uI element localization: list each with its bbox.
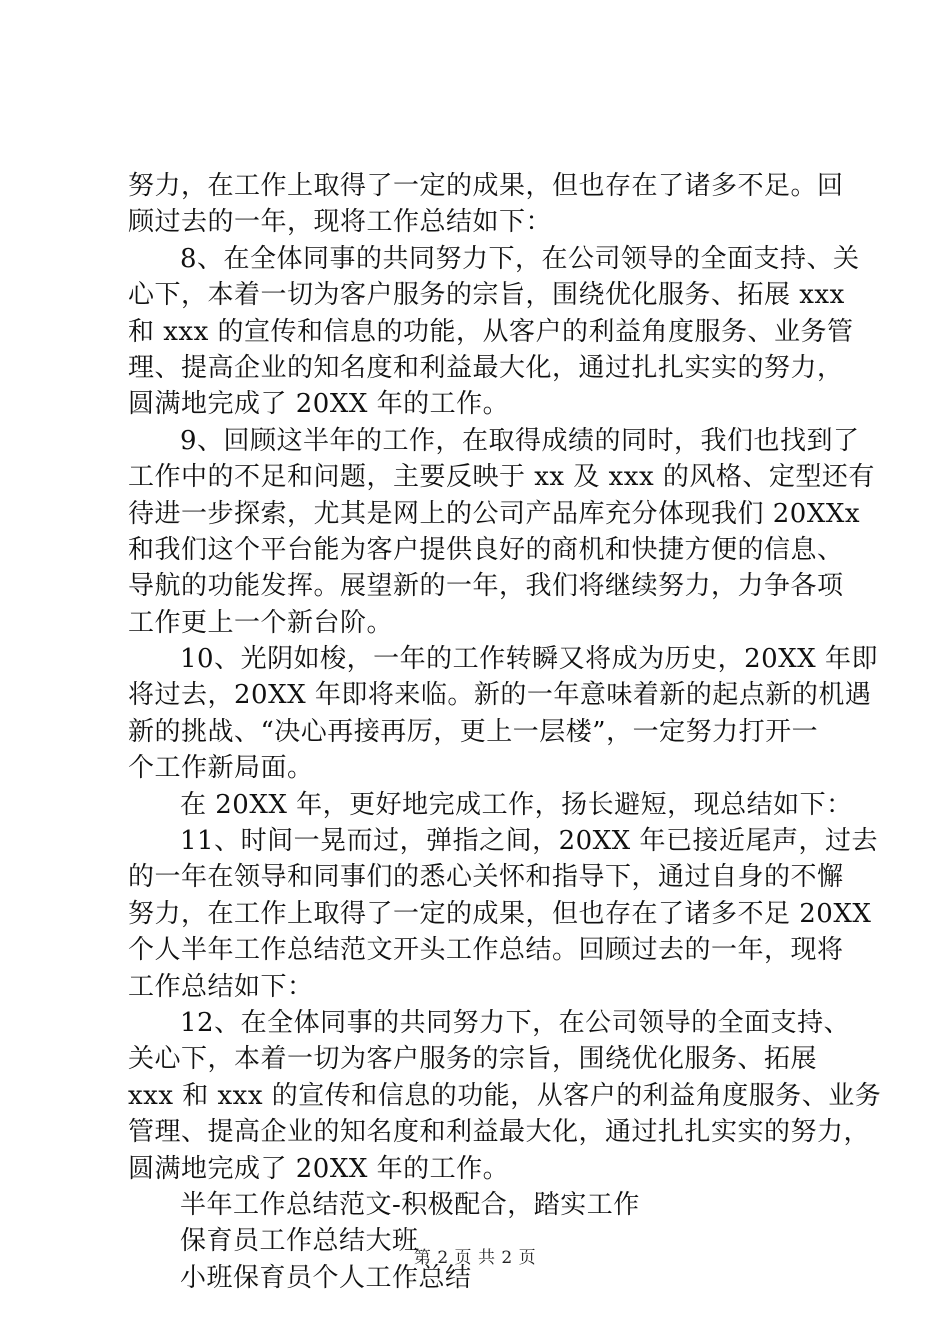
text-line: 11、时间一晃而过，弹指之间，20XX 年已接近尾声，过去 xyxy=(180,826,878,857)
text-line: xxx 和 xxx 的宣传和信息的功能，从客户的利益角度服务、业务 xyxy=(128,1080,882,1111)
text-line: 导航的功能发挥。展望新的一年，我们将继续努力，力争各项 xyxy=(128,571,844,602)
text-line: 8、在全体同事的共同努力下，在公司领导的全面支持、关 xyxy=(180,243,860,274)
text-line: 和 xxx 的宣传和信息的功能，从客户的利益角度服务、业务管 xyxy=(128,316,854,347)
text-line: 圆满地完成了 20XX 年的工作。 xyxy=(128,1153,510,1184)
text-line: 半年工作总结范文-积极配合，踏实工作 xyxy=(180,1189,640,1220)
text-line: 努力，在工作上取得了一定的成果，但也存在了诸多不足。回 xyxy=(128,171,844,201)
text-line: 和我们这个平台能为客户提供良好的商机和快捷方便的信息、 xyxy=(128,534,844,565)
text-line: 工作更上一个新台阶。 xyxy=(128,607,394,638)
text-line: 将过去，20XX 年即将来临。新的一年意味着新的起点新的机遇 xyxy=(128,680,872,711)
text-line: 理、提高企业的知名度和利益最大化，通过扎扎实实的努力， xyxy=(128,352,844,383)
text-line: 努力，在工作上取得了一定的成果，但也存在了诸多不足 20XX xyxy=(128,898,872,929)
text-line: 心下，本着一切为客户服务的宗旨，围绕优化服务、拓展 xxx xyxy=(128,280,845,311)
text-line: 12、在全体同事的共同努力下，在公司领导的全面支持、 xyxy=(180,1007,851,1038)
text-line: 小班保育员个人工作总结 xyxy=(180,1262,472,1293)
text-line: 工作中的不足和问题，主要反映于 xx 及 xxx 的风格、定型还有 xyxy=(128,462,875,493)
text-line: 个工作新局面。 xyxy=(128,753,314,784)
page-footer: 第 2 页 共 2 页 xyxy=(413,1248,537,1268)
text-line: 管理、提高企业的知名度和利益最大化，通过扎扎实实的努力， xyxy=(128,1117,871,1148)
text-line: 新的挑战、“决心再接再厉，更上一层楼”，一定努力打开一 xyxy=(128,716,819,747)
text-line: 个人半年工作总结范文开头工作总结。回顾过去的一年，现将 xyxy=(128,935,844,966)
text-line: 关心下，本着一切为客户服务的宗旨，围绕优化服务、拓展 xyxy=(128,1044,818,1075)
text-line: 9、回顾这半年的工作，在取得成绩的同时，我们也找到了 xyxy=(180,425,860,456)
text-line: 保育员工作总结大班 xyxy=(180,1226,419,1257)
text-line: 工作总结如下： xyxy=(128,971,314,1002)
text-line: 顾过去的一年，现将工作总结如下： xyxy=(128,207,553,238)
text-line: 10、光阴如梭，一年的工作转瞬又将成为历史，20XX 年即 xyxy=(180,644,878,675)
text-line: 的一年在领导和同事们的悉心关怀和指导下，通过自身的不懈 xyxy=(128,862,844,893)
text-line: 待进一步探索，尤其是网上的公司产品库充分体现我们 20XXx xyxy=(128,498,861,529)
text-line: 圆满地完成了 20XX 年的工作。 xyxy=(128,389,510,420)
text-line: 在 20XX 年，更好地完成工作，扬长避短，现总结如下： xyxy=(180,789,853,820)
body-text xyxy=(128,168,882,1296)
